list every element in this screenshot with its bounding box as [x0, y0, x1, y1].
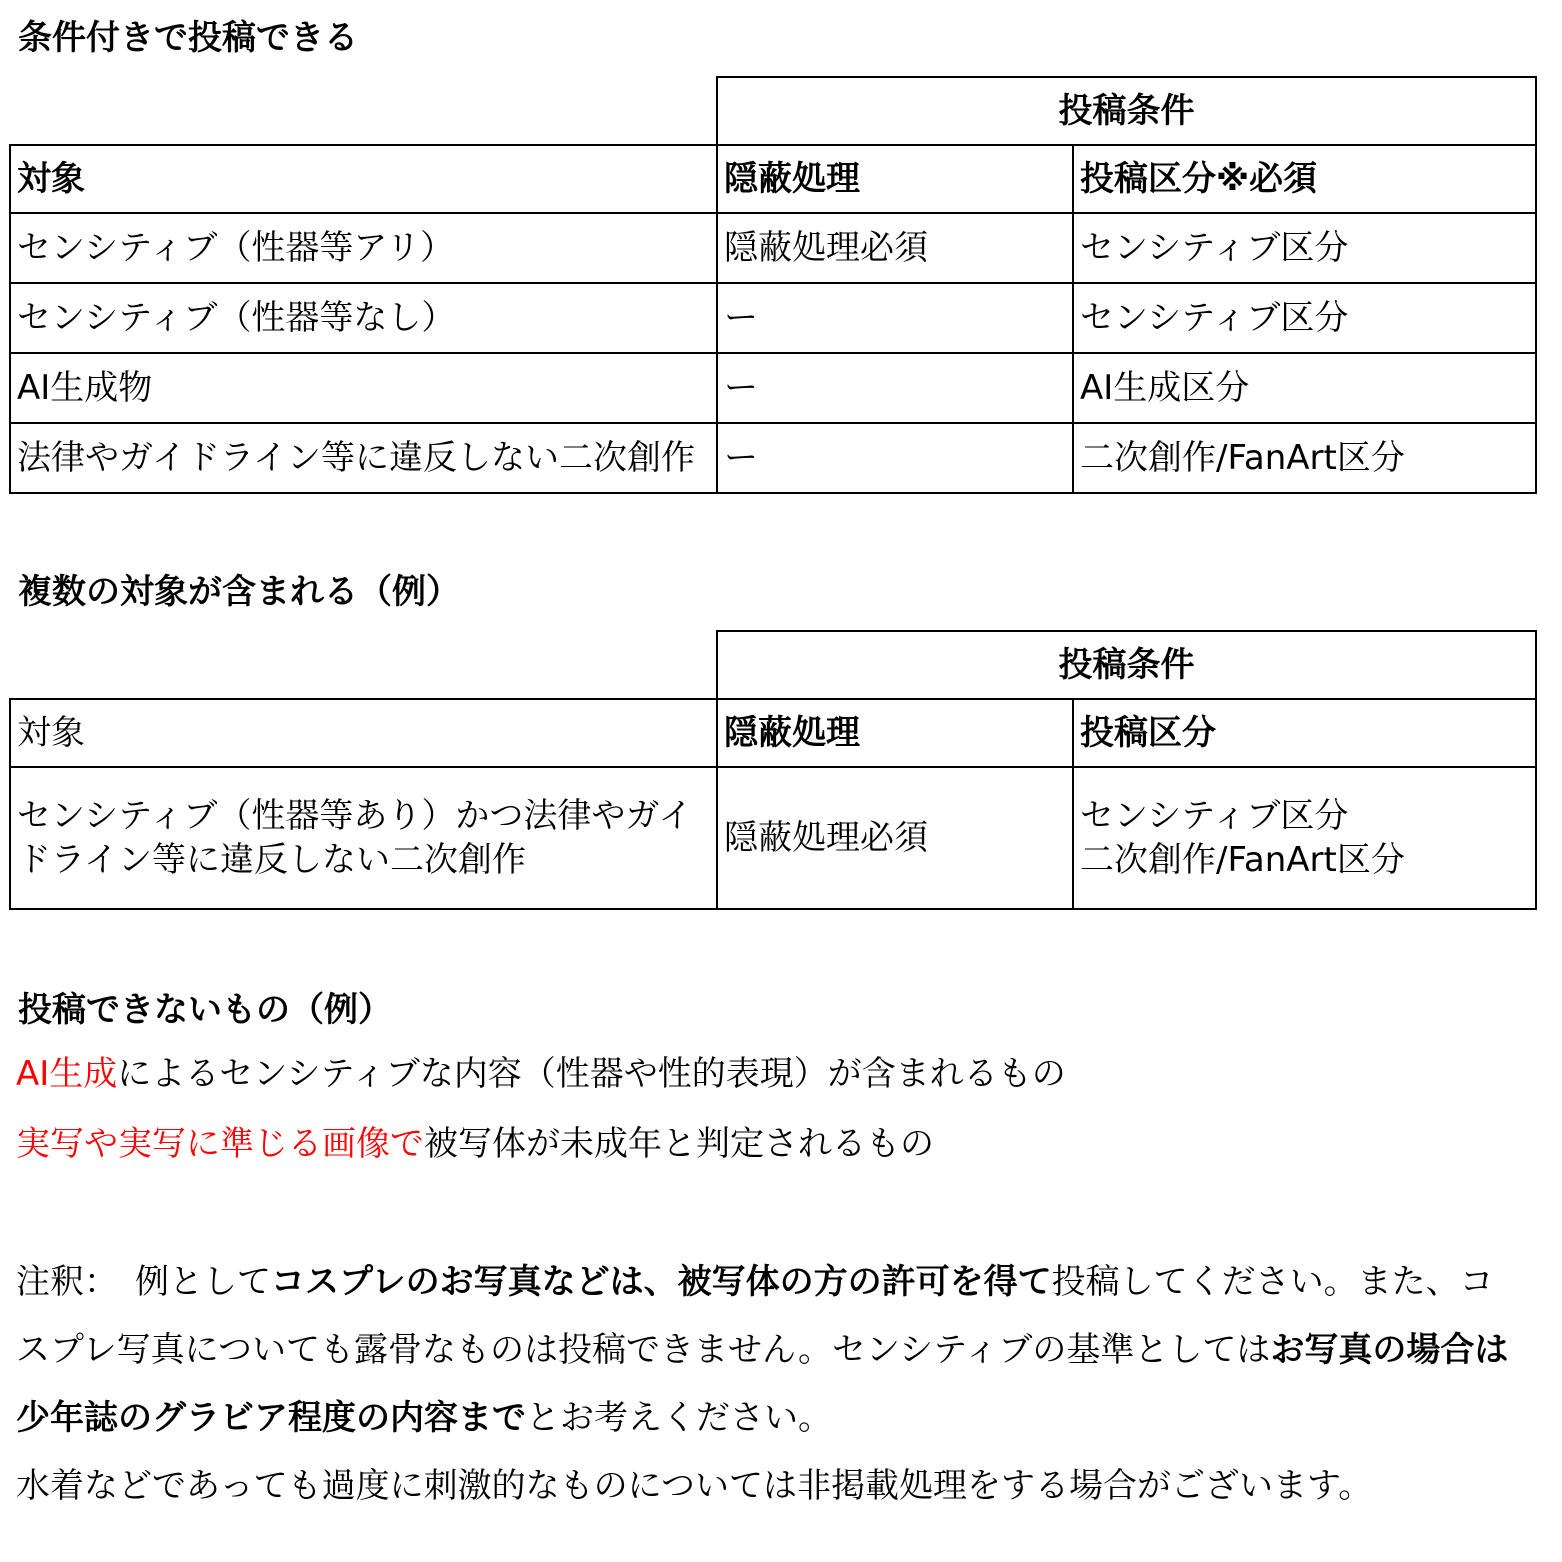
section1-heading: 条件付きで投稿できる	[18, 18, 358, 58]
conditional-posting-table	[9, 76, 1537, 494]
section2-heading: 複数の対象が含まれる（例）	[18, 572, 460, 612]
cell-target-line1: センシティブ（性器等あり）かつ法律やガイ	[17, 796, 693, 836]
prohibited-item-photo-highlight: 実写や実写に準じる画像で	[16, 1124, 424, 1164]
cell-target: センシティブ（性器等なし）	[10, 283, 717, 353]
prohibited-item-ai-text: によるセンシティブな内容（性器や性的表現）が含まれるもの	[117, 1054, 1066, 1094]
cell-target-line2: ドライン等に違反しない二次創作	[17, 840, 526, 880]
cell-target: AI生成物	[10, 353, 717, 423]
table-row	[10, 767, 1536, 909]
prohibited-item-ai	[16, 1040, 1536, 1108]
cell-category: センシティブ区分	[1073, 213, 1536, 283]
table-blank-cell	[10, 77, 717, 145]
note-emphasis-3: 少年誌のグラビア程度の内容まで	[16, 1398, 526, 1438]
table-group-header-row	[10, 77, 1536, 145]
column-header-category: 投稿区分	[1073, 699, 1536, 767]
table-row	[10, 353, 1536, 423]
cell-masking: ー	[717, 353, 1073, 423]
note-line-4: 水着などであっても過度に刺激的なものについては非掲載処理をする場合がございます。	[16, 1466, 1373, 1506]
note-text-2: スプレ写真についても露骨なものは投稿できません。センシティブの基準としては	[16, 1330, 1271, 1370]
multiple-targets-table	[9, 630, 1537, 910]
note-line-1	[16, 1248, 1536, 1316]
cell-masking: 隠蔽処理必須	[717, 767, 1073, 909]
column-header-masking: 隠蔽処理	[717, 145, 1073, 213]
note-emphasis-1: コスプレのお写真などは、被写体の方の許可を得て	[271, 1262, 1052, 1302]
prohibited-item-photo	[16, 1110, 1536, 1178]
group-header-posting-conditions: 投稿条件	[717, 77, 1536, 145]
column-header-category: 投稿区分※必須	[1073, 145, 1536, 213]
table-header-row	[10, 699, 1536, 767]
section3-heading: 投稿できないもの（例）	[18, 990, 392, 1030]
prohibited-item-photo-text: 被写体が未成年と判定されるもの	[424, 1124, 934, 1164]
note-text-1: 投稿してください。また、コ	[1051, 1262, 1494, 1302]
table-row	[10, 213, 1536, 283]
table-row	[10, 283, 1536, 353]
cell-masking: 隠蔽処理必須	[717, 213, 1073, 283]
cell-category-line1: センシティブ区分	[1080, 796, 1349, 836]
cell-category: センシティブ区分	[1073, 283, 1536, 353]
column-header-target: 対象	[10, 145, 717, 213]
prohibited-item-ai-highlight: AI生成	[16, 1054, 118, 1094]
group-header-posting-conditions: 投稿条件	[717, 631, 1536, 699]
note-emphasis-2: お写真の場合は	[1270, 1330, 1509, 1370]
note-line-3	[16, 1384, 1536, 1452]
cell-category-line2: 二次創作/FanArt区分	[1080, 840, 1405, 880]
note-text-3: とお考えください。	[526, 1398, 832, 1438]
cell-category	[1073, 767, 1536, 909]
note-line-2	[16, 1316, 1536, 1384]
table-group-header-row	[10, 631, 1536, 699]
cell-masking: ー	[717, 423, 1073, 493]
table-blank-cell	[10, 631, 717, 699]
cell-target	[10, 767, 717, 909]
cell-category: AI生成区分	[1073, 353, 1536, 423]
cell-target: 法律やガイドライン等に違反しない二次創作	[10, 423, 717, 493]
column-header-target: 対象	[10, 699, 717, 767]
cell-category: 二次創作/FanArt区分	[1073, 423, 1536, 493]
note-label: 注釈： 例として	[16, 1262, 271, 1302]
table-row	[10, 423, 1536, 493]
table-header-row	[10, 145, 1536, 213]
cell-target: センシティブ（性器等アリ）	[10, 213, 717, 283]
column-header-masking: 隠蔽処理	[717, 699, 1073, 767]
cell-masking: ー	[717, 283, 1073, 353]
